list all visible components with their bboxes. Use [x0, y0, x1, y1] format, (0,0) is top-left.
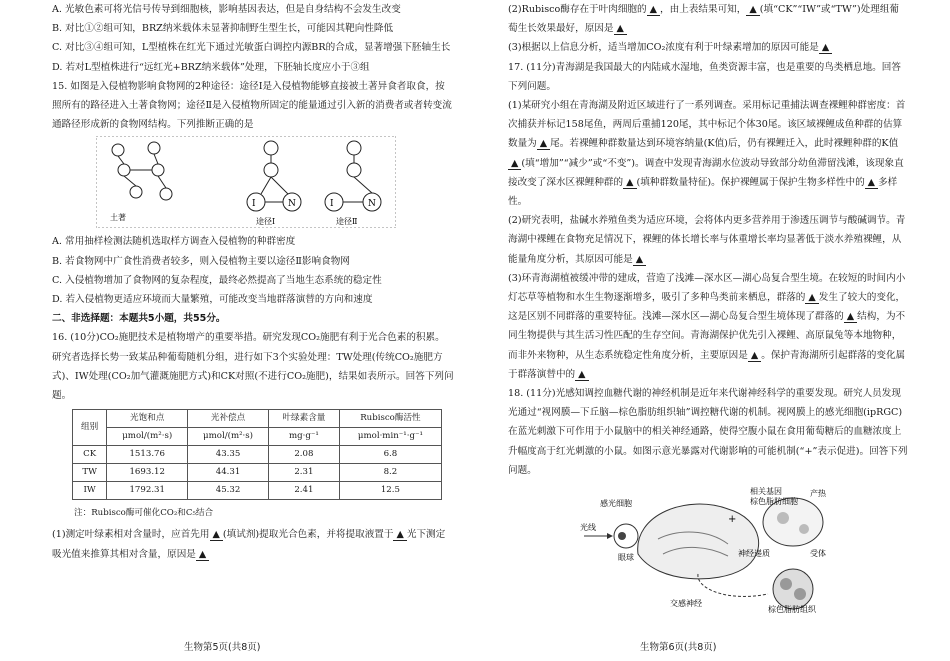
table-cell: 43.35	[188, 446, 269, 464]
label-photoreceptor: 感光细胞	[600, 499, 632, 509]
table-unit: mg·g⁻¹	[268, 428, 339, 446]
q16-sub1-text: 光下测定吸光值来推算其相对含量，原因是	[52, 529, 446, 560]
answer-blank[interactable]: ▲	[393, 529, 406, 541]
table-cell: 1792.31	[107, 482, 188, 500]
q16-table-note: 注：Rubisco酶可催化CO₂和C₅结合	[74, 508, 214, 519]
q14-option-d: D. 若对L型植株进行“远红光+BRZ纳米载体”处理，下胚轴长度应小于③组	[52, 61, 370, 73]
table-cell: 44.31	[188, 464, 269, 482]
section-heading: 二、非选择题：本题共5小题，共55分。	[52, 313, 226, 325]
q17-sub1-text: 尾。若裸鲤种群数量达到环境容纳量(K值)后，仍有裸鲤迁入，此时裸鲤种群的K值	[550, 138, 899, 150]
table-row	[73, 464, 442, 482]
q17-sub1-text: (填种群数量特征)。保护裸鲤属于保护生物多样性中的	[636, 176, 865, 188]
node-native-1: N	[288, 199, 296, 210]
right-page-footer: 生物第6页(共8页)	[640, 642, 717, 653]
fat-cell-shape	[794, 588, 806, 600]
q14-option-c: C. 对比③④组可知，L型植株在红光下通过光敏蛋白调控内源BR的合成，显著增强下胚轴生长	[52, 42, 451, 54]
table-cell: 6.8	[339, 446, 441, 464]
table-header: Rubisco酶活性	[339, 410, 441, 428]
q16-sub3-text: (3)根据以上信息分析，适当增加CO₂浓度有利于叶绿素增加的原因可能是	[508, 42, 819, 54]
q17-sub1-text: (填“增加”“减少”或“不变”)。调查中发现青海湖水位波动导致部分幼鱼滞留浅滩，该现象直接改变了深水区裸鲤种群的	[508, 157, 904, 188]
table-unit-row	[73, 428, 442, 446]
left-page-footer: 生物第5页(共8页)	[184, 642, 261, 653]
answer-blank[interactable]: ▲	[623, 177, 636, 189]
label-light: 光线	[580, 523, 596, 533]
table-header-row	[73, 410, 442, 428]
label-brown-fat-cell: 棕色脂肪细胞	[750, 497, 798, 507]
node-native-2: N	[368, 199, 376, 210]
q15-option-d: D. 若入侵植物更适应环境而大量繁殖，可能改变当地群落演替的方向和速度	[52, 294, 373, 306]
q17-sub2-text: (2)研究表明，盐碱水养殖鱼类为适应环境，会将体内更多营养用于渗透压调节与酸碱调节。青海湖中裸鲤在食物充足情况下，裸鲤的体长增长率与体重增长率均显著低于淡水养殖裸鲤，从能量角度分析，其原因可能是	[508, 215, 906, 265]
answer-blank[interactable]: ▲	[614, 23, 627, 35]
route-1-label: 途径Ⅰ	[256, 217, 276, 227]
label-neurotransmitter: 神经递质	[738, 549, 770, 559]
q16-data-table	[72, 409, 442, 500]
q16-sub1	[52, 525, 454, 563]
answer-blank[interactable]: ▲	[844, 311, 857, 323]
q16-sub2	[508, 0, 908, 38]
q17-sub2	[508, 211, 908, 269]
q16-sub3	[508, 38, 908, 57]
answer-blank[interactable]: ▲	[633, 254, 646, 266]
label-gene: 相关基因	[750, 487, 782, 497]
answer-blank[interactable]: ▲	[647, 4, 660, 16]
q17-sub3	[508, 269, 908, 384]
table-header: 叶绿素含量	[268, 410, 339, 428]
q15-stem: 15. 如图是入侵植物影响食物网的2种途径：途径Ⅰ是入侵植物能够直接被土著异食者取食，按照所有的路径进入土著食物网；途径Ⅱ是入侵植物所固定的能量通过引入新的消费者或者转变流通路径形成新的食物网结构。下列推断正确的是	[52, 80, 452, 131]
answer-blank[interactable]: ▲	[805, 292, 818, 304]
q17-stem: 17. (11分)青海湖是我国最大的内陆咸水湿地，鱼类资源丰富，也是重要的鸟类栖息地。回答下列问题。	[508, 61, 901, 92]
q15-food-web-diagram	[96, 136, 396, 228]
table-cell: 2.08	[268, 446, 339, 464]
fat-cell-shape	[780, 578, 792, 590]
node-invasive-1: I	[252, 199, 256, 210]
table-cell: 45.32	[188, 482, 269, 500]
table-cell: 2.41	[268, 482, 339, 500]
table-cell: 1693.12	[107, 464, 188, 482]
q18-mechanism-figure	[578, 484, 838, 614]
table-cell: 2.31	[268, 464, 339, 482]
table-cell: TW	[73, 464, 107, 482]
answer-blank[interactable]: ▲	[819, 42, 832, 54]
table-header: 光饱和点	[107, 410, 188, 428]
q16-sub2-text: ，由上表结果可知，	[660, 4, 747, 15]
answer-blank[interactable]: ▲	[196, 549, 209, 561]
q17-sub3-text: 发生了较大的变化，这是区别不同群落的重要特征。浅滩—深水区—湖心岛复合型生境体现了群落的	[508, 292, 906, 323]
table-unit: μmol·min⁻¹·g⁻¹	[339, 428, 441, 446]
table-cell: CK	[73, 446, 107, 464]
answer-blank[interactable]: ▲	[748, 350, 761, 362]
q16-stem: 16. (10分)CO₂施肥技术是植物增产的重要举措。研究发现CO₂施肥有利于光合色素的积累。研究者选择长势一致某品种葡萄随机分组，进行如下3个实验处理：TW处理(传统CO₂施肥方式)、IW处理(CO₂加气灌溉施肥方式)和CK对照(不进行CO₂施肥)，结果如表所示。回答下列问题。	[52, 332, 454, 402]
left-page	[52, 0, 454, 564]
table-row	[73, 446, 442, 464]
q16-sub1-text: (1)测定叶绿素相对含量时，应首先用	[52, 529, 210, 541]
label-sympathetic-nerve: 交感神经	[670, 599, 702, 609]
q15-option-a: A. 常用抽样检测法随机选取样方调查入侵植物的种群密度	[52, 236, 296, 248]
q15-option-b: B. 若食物网中广食性消费者较多，则入侵植物主要以途径Ⅱ影响食物网	[52, 255, 350, 267]
native-web-label: 土著	[110, 213, 126, 223]
answer-blank[interactable]: ▲	[865, 177, 878, 189]
table-unit: μmol/(m²·s)	[188, 428, 269, 446]
answer-blank[interactable]: ▲	[575, 369, 588, 381]
q17-sub3-text: (3)环青海湖植被缓冲带的建成，营造了浅滩—深水区—湖心岛复合型生境。在较短的时间内小灯芯草等植物和水生生物逐渐增多，吸引了多种鸟类前来栖息，群落的	[508, 272, 906, 304]
q16-sub2-text: (2)Rubisco酶存在于叶肉细胞的	[508, 4, 647, 15]
table-row	[73, 482, 442, 500]
q17-sub3-text: 。保护青海湖所引起群落的变化属于群落演替中的	[508, 349, 906, 380]
brown-fat-tissue-shape	[773, 569, 813, 609]
label-receptor: 受体	[810, 549, 826, 559]
q14-option-b: B. 对比①②组可知，BRZ纳米载体未显著抑制野生型生长，可能因其靶向性降低	[52, 23, 394, 35]
q17-sub1-text: 多样性。	[508, 176, 898, 208]
table-unit: μmol/(m²·s)	[107, 428, 188, 446]
answer-blank[interactable]: ▲	[210, 529, 223, 541]
q17-sub3-text: 结构，为不同生物提供与其生活习性匹配的生存空间。青海湖保护优先引入裸鲤、高原鼠兔等本地物种，而非外来物种，从生态系统稳定性角度分析，主要原因是	[508, 311, 906, 361]
plus-sign: +	[728, 514, 737, 526]
label-heat: 产热	[810, 489, 826, 499]
q16-sub2-text: 处理组葡萄生长效果最好，原因是	[508, 4, 900, 35]
diagram-border	[96, 136, 396, 228]
label-brown-fat-tissue: 棕色脂肪组织	[768, 605, 816, 615]
mechanism-svg	[578, 484, 838, 614]
table-header: 组别	[73, 410, 107, 446]
food-web-svg	[96, 136, 396, 228]
table-cell: 8.2	[339, 464, 441, 482]
label-eye: 眼球	[618, 553, 634, 563]
q16-sub1-text: (填试剂)提取光合色素，并将提取液置于	[222, 529, 394, 541]
answer-blank[interactable]: ▲	[537, 138, 550, 150]
table-cell: 1513.76	[107, 446, 188, 464]
right-page	[508, 0, 908, 614]
table-header: 光补偿点	[188, 410, 269, 428]
q17-sub1-text: (1)某研究小组在青海湖及附近区域进行了一系列调查。采用标记重捕法调查裸鲤种群密度：首次捕获并标记158尾鱼，两周后重捕120尾，其中标记个体30尾。该区域裸鲤成鱼种群的估算数量为	[508, 100, 906, 150]
table-cell: 12.5	[339, 482, 441, 500]
q14-option-a: A. 光敏色素可将光信号传导到细胞核，影响基因表达，但是自身结构不会发生改变	[52, 4, 401, 15]
brain-shape	[638, 504, 759, 579]
mitochondria-shape	[799, 524, 809, 534]
q16-sub2-text: (填“CK”“IW”或“TW”)	[759, 4, 861, 15]
q18-stem: 18. (11分)光感知调控血糖代谢的神经机制是近年来代谢神经科学的重要发现。研究人员发现光通过“视网膜—下丘脑—棕色脂肪组织轴”调控糖代谢的机制。视网膜上的感光细胞(ipRGC)在蓝光刺激下可作用于小鼠脑中的相关神经通路，使得空腹小鼠在食用葡萄糖后的血糖浓度上升幅度高于红光刺激的小鼠。如图示意光暴露对代谢影响的可能机制(“+”表示促进)。回答下列问题。	[508, 388, 908, 476]
pupil-shape	[618, 532, 626, 540]
table-cell: IW	[73, 482, 107, 500]
answer-blank[interactable]: ▲	[746, 4, 759, 16]
answer-blank[interactable]: ▲	[508, 158, 521, 170]
nucleus-shape	[777, 512, 789, 524]
node-invasive-2: I	[330, 199, 334, 210]
q15-option-c: C. 入侵植物增加了食物网的复杂程度，最终必然提高了当地生态系统的稳定性	[52, 274, 382, 286]
route-2-label: 途径Ⅱ	[336, 217, 358, 227]
q17-sub1	[508, 96, 908, 211]
